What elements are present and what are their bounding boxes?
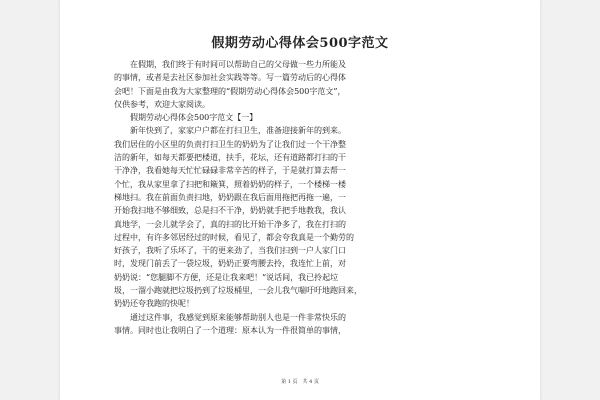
body-line: 仅供参考，欢迎大家阅读。	[114, 99, 210, 109]
document-title: 假期劳动心得体会500字范文	[211, 36, 389, 51]
body-line: 奶奶说：“您腿脚不方便，还是让我来吧！”说话间，我已拎起垃	[114, 272, 339, 282]
document-body	[114, 58, 486, 337]
section-heading: 假期劳动心得体会500字范文【一】	[114, 113, 258, 123]
document-page	[60, 0, 540, 400]
body-line: 通过这件事，我感觉到原来能够帮助别人也是一件非常快乐的	[114, 312, 346, 322]
body-line: 的事情，或者是去社区参加社会实践等等。写一篇劳动后的心得体	[114, 73, 346, 83]
body-line: 洁的新年，如每天都要把楼道，扶手，花坛，还有道路都打扫的干	[114, 153, 346, 163]
body-line: 会吧！下面是由我为大家整理的“假期劳动心得体会500字范文”，	[114, 86, 346, 96]
body-line: 时，发现门前丢了一袋垃圾，奶奶正要弯腰去拎，我连忙上前，对	[114, 259, 346, 269]
body-line: 我们居住的小区里的负责打扫卫生的奶奶为了让我们过一个干净整	[114, 139, 346, 149]
body-line: 梯地扫。我在前面负责扫地，奶奶跟在我后面用拖把再拖一遍，一	[114, 192, 346, 202]
body-line: 在假期，我们终于有时间可以帮助自己的父母做一些力所能及	[114, 60, 346, 69]
body-line: 个忙，我从家里拿了扫把和簸箕，照着奶奶的样子，一个楼梯一楼	[114, 179, 346, 189]
body-line: 干净净，我看她每天忙忙碌碌非常辛苦的样子，于是就打算去帮一	[114, 166, 346, 176]
page-footer: 第 1 页 共 4 页	[281, 379, 319, 385]
body-line: 过程中，有许多邻居经过的时候，看见了，都会夸我真是一个勤劳的	[114, 232, 354, 242]
body-line: 圾，一溜小跑就把垃圾扔到了垃圾桶里，一会儿我气喘吁吁地跑回来，	[114, 286, 362, 296]
body-line: 事情。同时也让我明白了一个道理：原本认为一件很简单的事情，	[114, 325, 346, 335]
body-line: 新年快到了，家家户户都在打扫卫生，准备迎接新年的到来。	[114, 126, 346, 136]
body-line: 奶奶还夸我跑的快呢！	[114, 299, 194, 309]
body-line: 好孩子，我听了乐坏了，干的更来劲了，当我们扫到一户人家门口	[114, 246, 346, 256]
body-line: 开始我扫地不够细致，总是扫不干净，奶奶就手把手地教我，我认	[114, 206, 346, 216]
body-line: 真地学，一会儿就学会了，真的扫的比开始干净多了，我在打扫的	[114, 219, 346, 229]
